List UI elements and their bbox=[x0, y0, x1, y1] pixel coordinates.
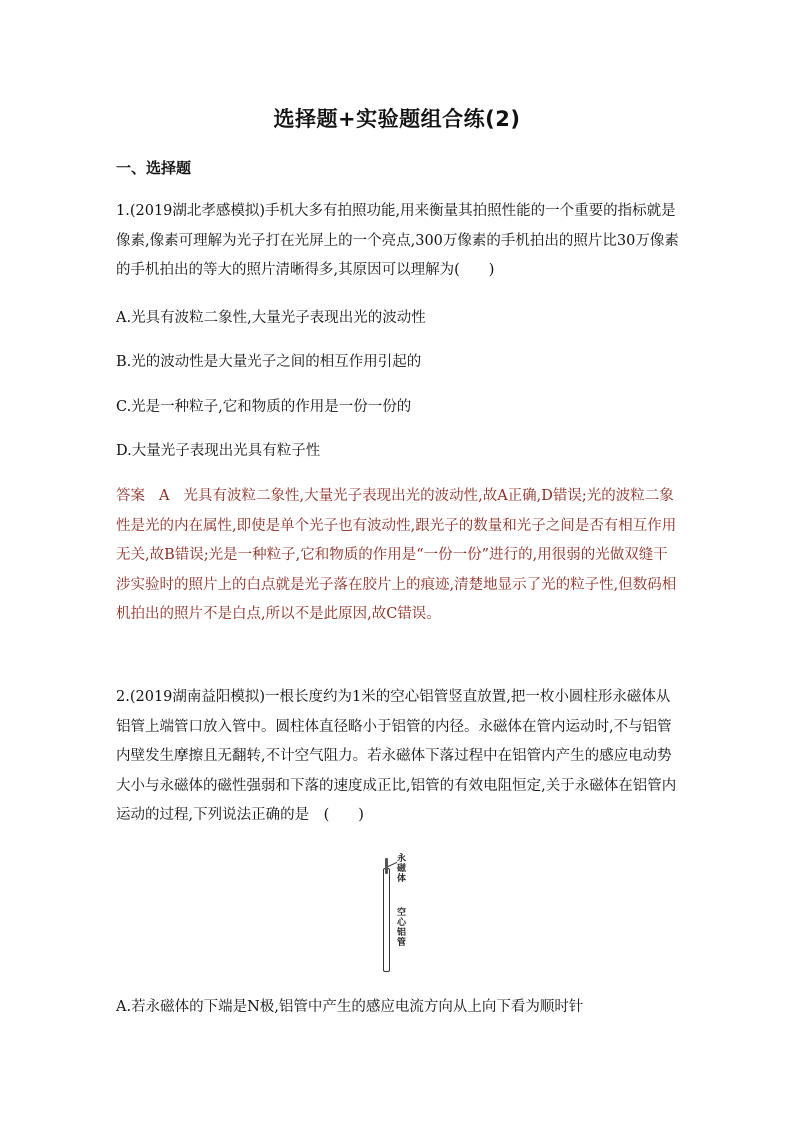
question-2-option-a: A.若永磁体的下端是N极,铝管中产生的感应电流方向从上向下看为顺时针 bbox=[116, 999, 584, 1015]
section-heading: 一、选择题 bbox=[116, 159, 192, 177]
aluminum-tube-shape bbox=[383, 868, 390, 972]
answer-explanation: 光具有波粒二象性,大量光子表现出光的波动性,故A正确,D错误;光的波粒二象性是光的内在属性,即使是单个光子也有波动性,跟光子的数量和光子之间是否有相互作用无关,故B错误;光是一种粒子,它和物质的作用是“一份一份”进行的,用很弱的光做双缝干涉实验时的照片上的白点就是光子落在胶片上的痕迹,清楚地显示了光的粒子性,但数码相机拍出的照片不是白点,所以不是此原因,故C错误。 bbox=[116, 488, 677, 622]
magnet-tube-figure bbox=[360, 850, 440, 975]
question-1-stem: 1.(2019湖北孝感模拟)手机大多有拍照功能,用来衡量其拍照性能的一个重要的指标就是像素,像素可理解为光子打在光屏上的一个亮点,300万像素的手机拍出的照片比30万像素的手机拍出的等大的照片清晰得多,其原因可以理解为( ) bbox=[116, 203, 679, 278]
page-title: 选择题+实验题组合练(2) bbox=[273, 107, 521, 131]
question-1-option-a: A.光具有波粒二象性,大量光子表现出光的波动性 bbox=[116, 310, 426, 326]
question-1-answer bbox=[116, 482, 679, 630]
label-leader-line bbox=[388, 862, 397, 867]
question-2-stem: 2.(2019湖南益阳模拟)一根长度约为1米的空心铝管竖直放置,把一枚小圆柱形永磁体从铝管上端管口放入管中。圆柱体直径略小于铝管的内径。永磁体在管内运动时,不与铝管内壁发生摩擦且无翻转,不计空气阻力。若永磁体下落过程中在铝管内产生的感应电动势大小与永磁体的磁性强弱和下落的速度成正比,铝管的有效电阻恒定,关于永磁体在铝管内运动的过程,下列说法正确的是 ( ) bbox=[116, 689, 677, 823]
answer-letter: A bbox=[159, 488, 170, 504]
answer-label: 答案 bbox=[116, 488, 145, 504]
question-1-option-d: D.大量光子表现出光具有粒子性 bbox=[116, 443, 321, 459]
tube-label: 空心铝管 bbox=[397, 908, 407, 948]
question-1-option-c: C.光是一种粒子,它和物质的作用是一份一份的 bbox=[116, 399, 412, 415]
magnet-label: 永磁体 bbox=[397, 854, 407, 884]
question-1-option-b: B.光的波动性是大量光子之间的相互作用引起的 bbox=[116, 354, 422, 370]
